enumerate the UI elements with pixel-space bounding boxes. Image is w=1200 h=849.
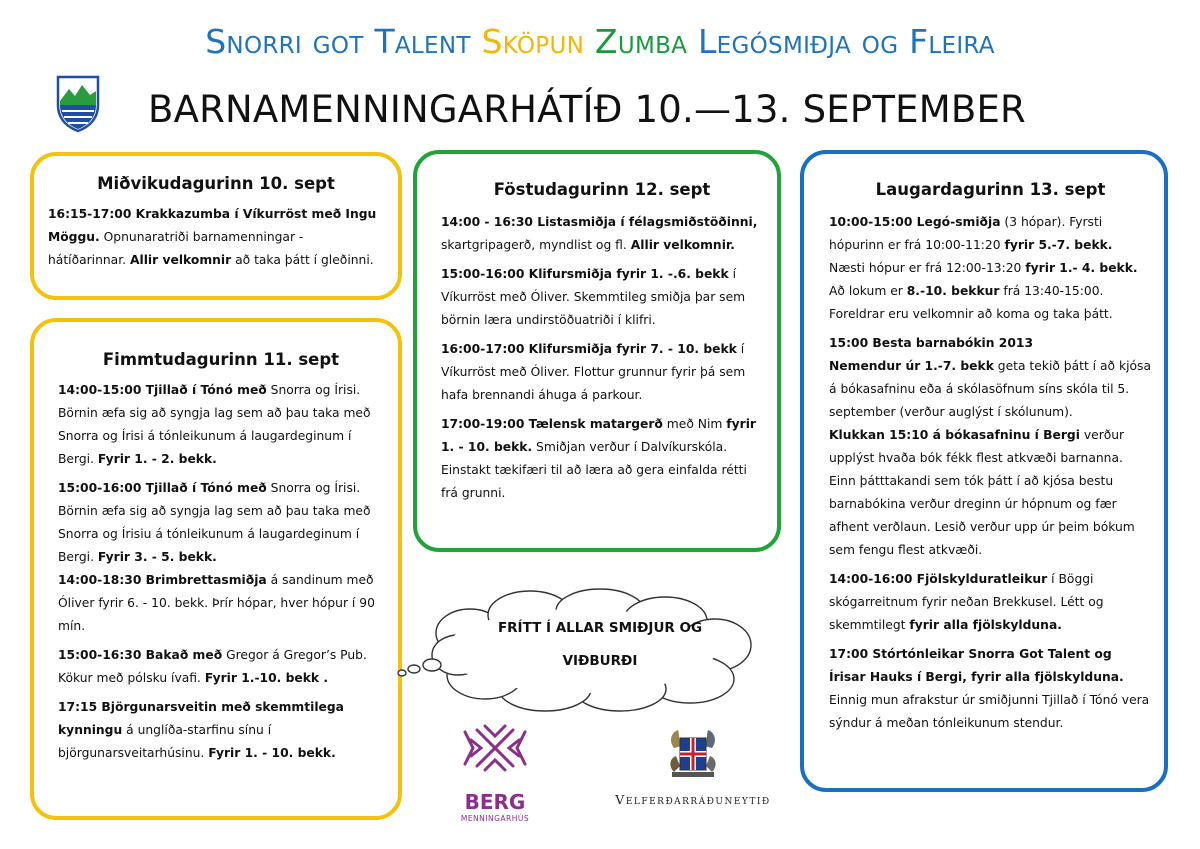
event-bold-text: 14:00 - 16:30 Listasmiðja í félagsmiðstöðinni,: [441, 215, 758, 229]
event-bold-text: 15:00-16:00 Klifursmiðja fyrir 1. -.6. bekk: [441, 267, 729, 281]
event-item: [829, 568, 1152, 637]
event-item: [58, 477, 384, 638]
ministry-logo: [598, 722, 788, 817]
event-item: [441, 413, 763, 505]
berg-subtitle: MENNINGARHÚS: [460, 814, 530, 823]
event-bold-text: 17:15 Björgunarsveitin með skemmtilega kynningu: [58, 700, 344, 737]
event-bold-text: fyrir 1. - 10. bekk.: [441, 417, 756, 454]
event-text: í Víkurröst með Óliver. Flottur grunnur fyrir þá sem hafa brennandi áhuga á parkour.: [441, 342, 746, 402]
event-text: Næsti hópur er frá 12:00-13:20: [829, 261, 1026, 275]
event-text: verður upplýst hvaða bók fékk flest atkvæði barnanna. Einn þátttakandi sem tók þátt í að kjósa bestu barnabókina verður dreginn úr hópnum og fær afhent verðlaun. Lesið verður upp úr þeim bókum sem fengu flest atkvæði.: [829, 428, 1135, 557]
event-bold-text: Klukkan 15:10 á bókasafninu í Bergi: [829, 428, 1080, 442]
event-item: [441, 338, 763, 407]
event-item: [829, 643, 1152, 735]
event-item: [58, 696, 384, 765]
berg-emblem-icon: [455, 718, 535, 788]
event-item: [58, 644, 384, 690]
box-thursday: [30, 318, 402, 820]
event-bold-text: 15:00 Besta barnabókin 2013: [829, 336, 1034, 350]
event-text: Smiðjan verður í Dalvíkurskóla. Einstakt tækifæri til að læra að gera einfalda rétti frá grunni.: [441, 440, 747, 500]
event-item: [58, 379, 384, 471]
event-text: á unglíða-starfinu sínu í björgunarsveitarhúsinu.: [58, 723, 272, 760]
berg-logo: [455, 718, 535, 828]
event-text: Gregor á Gregor’s Pub. Kökur með pólsku ívafi.: [58, 648, 367, 685]
event-text: í Víkurröst með Óliver. Skemmtileg smiðja þar sem börnin læra undirstöðuatriði í klifri.: [441, 267, 746, 327]
event-bold-text: 14:00-16:00 Fjölskylduratleikur: [829, 572, 1048, 586]
coat-of-arms-icon: [598, 722, 788, 782]
event-text: (3 hópar). Fyrsti hópurinn er frá 10:00-11:20: [829, 215, 1103, 252]
events-wednesday: [48, 203, 384, 272]
events-friday: [441, 211, 763, 505]
event-text: Einnig mun afrakstur úr smiðjunni Tjillað í Tónó vera sýndur á meðan tónleikunum stendur.: [829, 693, 1150, 730]
event-text: Að lokum er: [829, 284, 907, 298]
event-item: [829, 211, 1152, 326]
event-text: Snorra og Írisi. Börnin æfa sig að syngja lag sem að þau taka með Snorra og Írisiu á tónleikunum á laugardeginum í Bergi.: [58, 481, 371, 564]
event-text: frá 13:40-15:00. Foreldrar eru velkomnir að koma og taka þátt.: [829, 284, 1113, 321]
event-bold-text: 8.-10. bekkur: [906, 284, 1000, 298]
event-text: á sandinum með Óliver fyrir 6. - 10. bekk. Þrír hópar, hver hópur í 90 mín.: [58, 573, 375, 633]
event-bold-text: Allir velkomnir.: [630, 238, 735, 252]
events-saturday: [829, 211, 1152, 735]
event-bold-text: 17:00 Stórtónleikar Snorra Got Talent og Írisar Hauks í Bergi, fyrir alla fjölskylduna.: [829, 647, 1124, 684]
event-item: [48, 203, 384, 272]
day-heading-friday: Föstudagurinn 12. sept: [493, 180, 711, 199]
title-part-1: Snorri got Talent: [205, 22, 482, 61]
festival-subtitle: BARNAMENNINGARHÁTÍÐ 10.—13. SEPTEMBER: [148, 88, 1026, 131]
event-bold-text: 15:00-16:00 Tjillað í Tónó með: [58, 481, 267, 495]
festival-title: [0, 22, 1200, 61]
title-part-4: Legósmiðja og Fleira: [698, 22, 995, 61]
day-heading-wednesday: Miðvikudagurinn 10. sept: [97, 174, 335, 193]
box-wednesday: [30, 152, 402, 300]
event-bold-text: Fyrir 1.-10. bekk .: [204, 671, 329, 685]
day-heading-saturday: Laugardagurinn 13. sept: [875, 180, 1106, 199]
event-bold-text: 17:00-19:00 Tælensk matargerð: [441, 417, 663, 431]
event-text: skartgripagerð, myndlist og fl.: [441, 238, 631, 252]
box-friday: [413, 150, 781, 552]
event-text: geta tekið þátt í að kjósa á bókasafninu eða á skólasöfnum síns skóla til 5. september (verður auglýst í skólunum).: [829, 359, 1151, 419]
event-bold-text: Allir velkomnir: [129, 253, 232, 267]
event-item: [441, 263, 763, 332]
event-bold-text: 10:00-15:00 Legó-smiðja: [829, 215, 1001, 229]
event-bold-text: fyrir 5.-7. bekk.: [1004, 238, 1113, 252]
event-text: Opnunaratriði barnamenningar - hátíðarinnar.: [48, 230, 304, 267]
free-events-text: FRÍTT Í ALLAR SMIÐJUR OG VIÐBURÐI: [497, 620, 703, 669]
municipality-shield-icon: [56, 75, 100, 133]
event-text: Snorra og Írisi. Börnin æfa sig að syngja lag sem að þau taka með Snorra og Írisi á tónleikunum á laugardeginum í Bergi.: [58, 383, 371, 466]
event-bold-text: fyrir 1.- 4. bekk.: [1025, 261, 1138, 275]
event-bold-text: 16:00-17:00 Klifursmiðja fyrir 7. - 10. bekk: [441, 342, 737, 356]
event-bold-text: Fyrir 1. - 2. bekk.: [97, 452, 217, 466]
event-bold-text: 14:00-15:00 Tjillað í Tónó með: [58, 383, 267, 397]
title-part-2: Sköpun: [481, 22, 595, 61]
event-bold-text: 16:15-17:00 Krakkazumba í Víkurröst með Ingu Möggu.: [48, 207, 377, 244]
ministry-name: Velferðarráðuneytið: [615, 792, 771, 807]
event-bold-text: 14:00-18:30 Brimbrettasmiðja: [58, 573, 267, 587]
box-saturday: [800, 150, 1168, 792]
event-bold-text: fyrir alla fjölskylduna.: [909, 618, 1062, 632]
events-thursday: [58, 379, 384, 765]
event-bold-text: 15:00-16:30 Bakað með: [58, 648, 223, 662]
event-text: að taka þátt í gleðinni.: [231, 253, 374, 267]
event-bold-text: Fyrir 1. - 10. bekk.: [208, 746, 336, 760]
berg-name: BERG: [464, 790, 526, 814]
event-item: [441, 211, 763, 257]
event-bold-text: Nemendur úr 1.-7. bekk: [829, 359, 994, 373]
event-text: með Nim: [662, 417, 727, 431]
event-item: [829, 332, 1152, 562]
event-bold-text: Fyrir 3. - 5. bekk.: [97, 550, 217, 564]
event-text: í Böggi skógarreitnum fyrir neðan Brekkusel. Létt og skemmtilegt: [829, 572, 1104, 632]
title-part-3: Zumba: [594, 22, 698, 61]
day-heading-thursday: Fimmtudagurinn 11. sept: [102, 350, 340, 369]
